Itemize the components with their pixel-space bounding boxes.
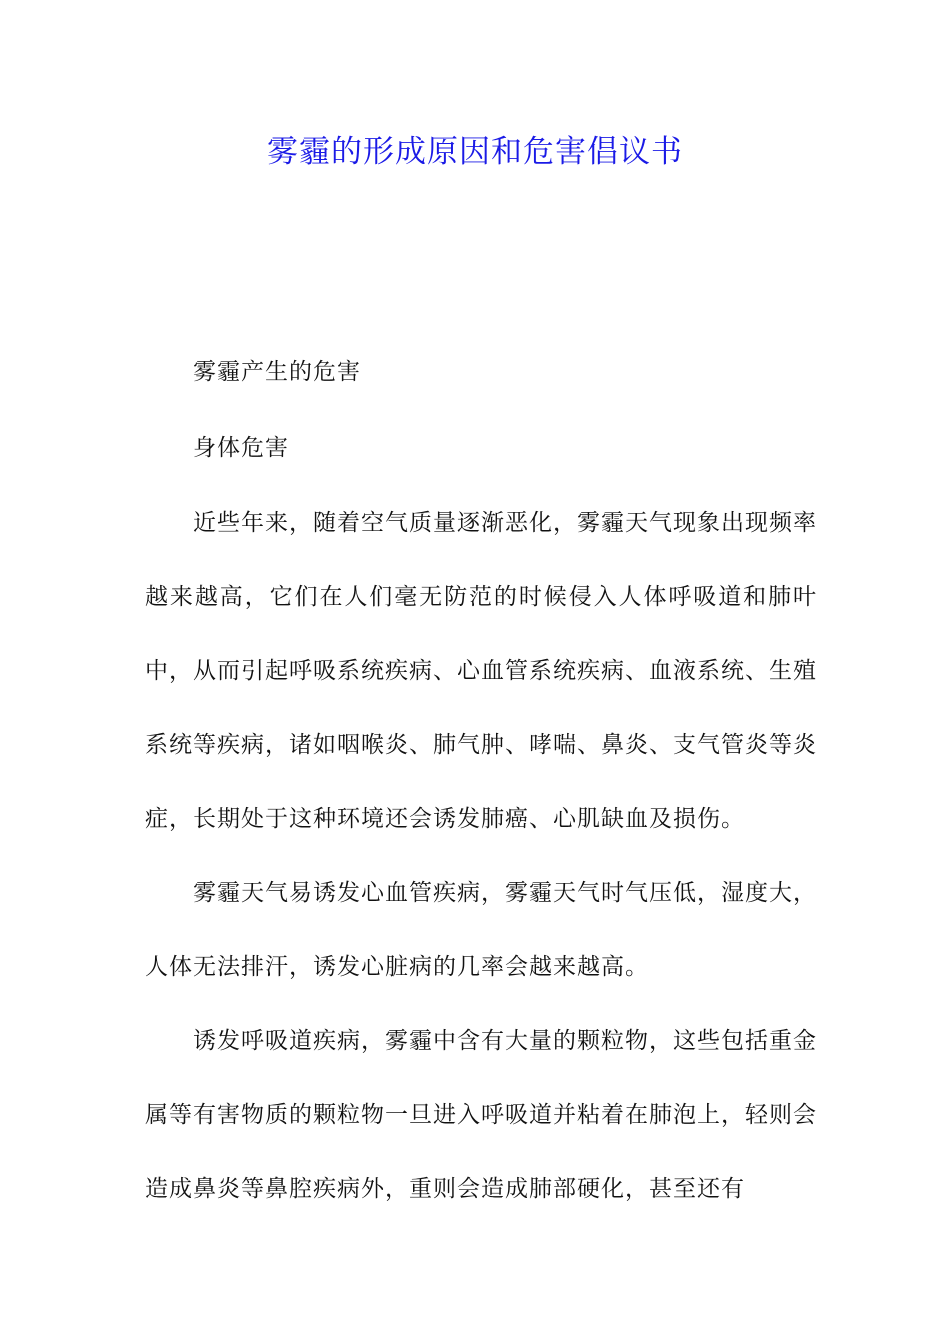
document-title: 雾霾的形成原因和危害倡议书 xyxy=(267,134,683,170)
paragraph-cardiovascular: 雾霾天气易诱发心血管疾病，雾霾天气时气压低，湿度大，人体无法排汗，诱发心脏病的几率会越来越高。 xyxy=(145,880,817,980)
paragraph-health-overview: 近些年来，随着空气质量逐渐恶化，雾霾天气现象出现频率越来越高，它们在人们毫无防范的时候侵入人体呼吸道和肺叶中，从而引起呼吸系统疾病、心血管系统疾病、血液系统、生殖系统等疾病，诸如咽喉炎、肺气肿、哮喘、鼻炎、支气管炎等炎症，长期处于这种环境还会诱发肺癌、心肌缺血及损伤。 xyxy=(145,510,817,832)
section-heading: 雾霾产生的危害 xyxy=(193,359,361,385)
document-body xyxy=(145,334,817,1226)
subsection-heading: 身体危害 xyxy=(193,435,289,461)
paragraph-respiratory: 诱发呼吸道疾病，雾霾中含有大量的颗粒物，这些包括重金属等有害物质的颗粒物一旦进入呼吸道并粘着在肺泡上，轻则会造成鼻炎等鼻腔疾病外，重则会造成肺部硬化，甚至还有 xyxy=(145,1028,817,1202)
